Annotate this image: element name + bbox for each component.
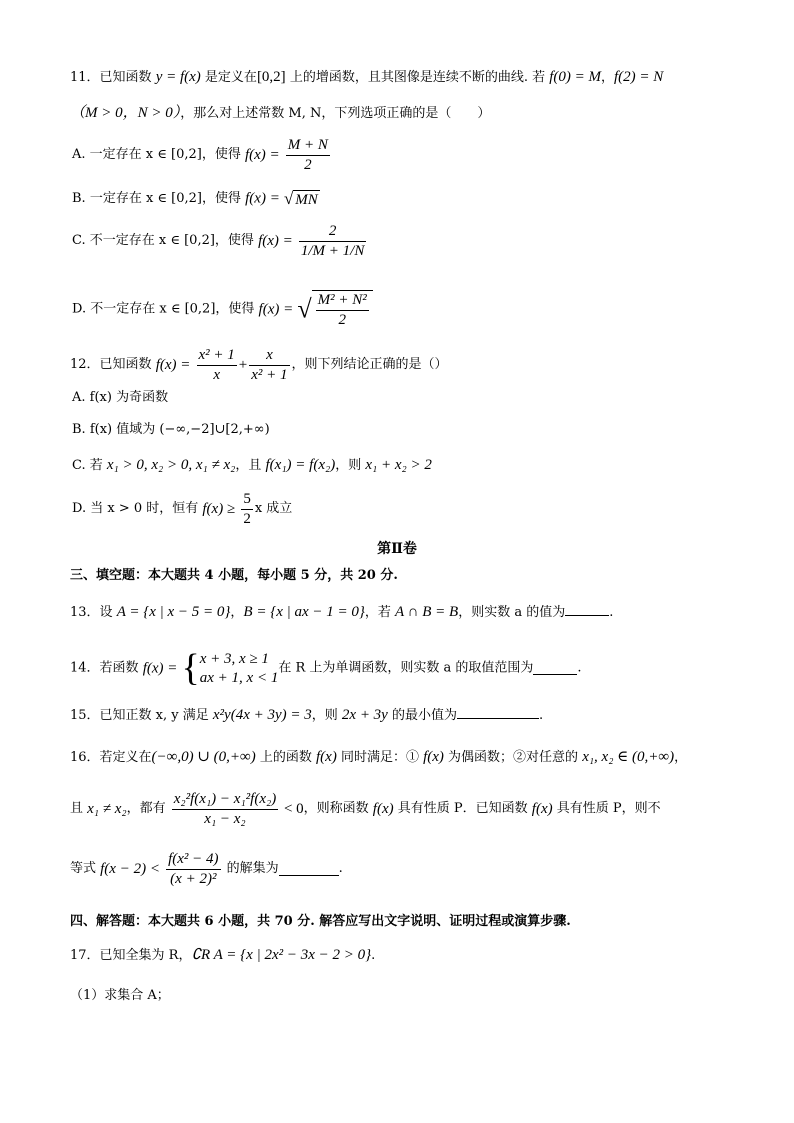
- q13: [70, 603, 613, 622]
- q16-text: 上的函数: [255, 750, 316, 765]
- option-d-fraction: [316, 291, 369, 330]
- option-c-text: C. 不一定存在 x ∈ [0,2]，使得: [72, 233, 259, 249]
- q12-option-b: [72, 422, 270, 438]
- q13-period: .: [609, 605, 614, 620]
- q13-question: ，则实数 a 的值为: [458, 605, 566, 620]
- q16-fx-4: f(x): [531, 800, 553, 817]
- q14-case-1: x + 3, x ≥ 1: [199, 651, 269, 667]
- option-d-denominator: 2: [338, 311, 346, 328]
- q12-lhs: f(x) =: [155, 356, 191, 373]
- q12-denominator-1: x: [213, 366, 220, 383]
- q12-option-d-text: D. 当 x > 0 时，恒有: [72, 501, 203, 517]
- q15-question: 的最小值为: [387, 708, 457, 723]
- option-a-denominator: 2: [304, 156, 312, 173]
- q11-sep: ，: [601, 70, 615, 85]
- q11-option-d: [72, 290, 373, 330]
- q16-l3-intro: 等式: [70, 861, 101, 877]
- q12-option-b-text: B. f(x) 值域为 (−∞,−2]∪[2,+∞): [72, 422, 270, 437]
- q12-plus: +: [238, 356, 248, 373]
- q12-option-a-text: A. f(x) 为奇函数: [72, 390, 169, 405]
- option-b-lhs: f(x) =: [245, 190, 280, 207]
- q13-set-b: B = {x | ax − 1 = 0}: [243, 604, 365, 620]
- q12-option-c-text-2: ，且: [235, 458, 266, 473]
- q12-option-d-lhs: f(x) ≥: [202, 500, 236, 517]
- q12-option-c-text: C. 若: [72, 458, 107, 473]
- q13-answer-blank[interactable]: [565, 603, 609, 616]
- q16-fraction: [172, 790, 278, 829]
- q12-option-c-cond: x₁ > 0, x₂ > 0, x₁ ≠ x₂: [106, 457, 236, 473]
- q11-option-b: [72, 188, 320, 210]
- option-a-text: A. 一定存在 x ∈ [0,2]，使得: [72, 147, 245, 163]
- q16-l2-intro: 且: [70, 801, 88, 817]
- q17-expression: ∁R A = {x | 2x² − 3x − 2 > 0}: [191, 947, 372, 963]
- q14: [70, 645, 582, 693]
- q11-cond-1: f(0) = M: [549, 69, 601, 85]
- q16-fx: f(x): [316, 749, 337, 765]
- q14-answer-blank[interactable]: [533, 662, 577, 675]
- q16-vars: x₁, x₂ ∈ (0,+∞): [582, 749, 675, 765]
- q15-text: ，则: [311, 708, 342, 723]
- q14-case-2: ax + 1, x < 1: [199, 669, 279, 686]
- q11-line2: [70, 104, 490, 123]
- q11-interval: [0,2]: [256, 69, 286, 85]
- q12-numerator-2: x: [249, 346, 289, 366]
- q11-function: y = f(x): [155, 69, 201, 85]
- q16-intro: 16．若定义在: [70, 750, 152, 765]
- option-c-denominator: 1/M + 1/N: [300, 242, 365, 259]
- q17: [70, 946, 375, 965]
- q12-option-c: [72, 456, 432, 475]
- q12-fraction-1: [197, 346, 237, 385]
- q12-question: ，则下列结论正确的是（）: [291, 357, 448, 373]
- q16-sep: ，: [674, 750, 688, 765]
- section-4-heading: 四、解答题：本大题共 6 小题，共 70 分. 解答应写出文字说明、证明过程或演算步骤.: [70, 914, 571, 929]
- q15-period: .: [538, 708, 544, 723]
- q12-option-c-result: x₁ + x₂ > 2: [365, 457, 432, 473]
- q16-l2-text-2: ，则称函数: [303, 801, 373, 817]
- q16-period: .: [338, 861, 343, 877]
- q15-intro: 15．已知正数 x, y 满足: [70, 708, 213, 723]
- section-3-heading: 三、填空题：本大题共 4 小题，每小题 5 分，共 20 分.: [70, 568, 398, 583]
- option-a-lhs: f(x) =: [244, 146, 280, 163]
- q11-cond-3: （M > 0，N > 0）: [70, 105, 181, 121]
- q16-inequality-lhs: f(x − 2) <: [100, 860, 160, 877]
- q16-ineq-denominator: (x + 2)²: [170, 870, 217, 887]
- sqrt-icon: √ MN: [283, 189, 318, 208]
- q12-numerator-1: x² + 1: [197, 346, 237, 366]
- q17-intro: 17．已知全集为 R，: [70, 948, 192, 963]
- q16-neq: x₁ ≠ x₂: [87, 800, 127, 817]
- q11-option-a: [72, 136, 332, 175]
- q14-cases: [200, 650, 279, 688]
- q16-text-3: 为偶函数；②对任意的: [443, 750, 583, 765]
- q14-lhs: f(x) =: [142, 660, 178, 677]
- q16-l2-text: ，都有: [126, 801, 170, 817]
- q16-answer-blank[interactable]: [279, 863, 339, 876]
- sqrt-icon: √ $\frac{\text{M² + N²}}{2}$: [297, 290, 372, 330]
- q16-numerator: x₂²f(x₁) − x₁²f(x₂): [172, 790, 278, 810]
- q16-line1: [70, 748, 687, 767]
- option-d-text: D. 不一定存在 x ∈ [0,2]，使得: [72, 301, 259, 317]
- q12-option-c-text-3: ，则: [335, 458, 366, 473]
- q17-part-1: （1）求集合 A；: [70, 988, 170, 1003]
- left-brace-icon: {: [181, 647, 200, 689]
- q11-line1: [70, 68, 663, 87]
- q16-text-2: 同时满足：①: [336, 750, 424, 765]
- q12-intro: 12．已知函数: [70, 357, 156, 373]
- q12-option-c-eq: f(x₁) = f(x₂): [265, 457, 336, 473]
- q12-option-d-fraction: [241, 490, 253, 529]
- q12-option-d-numerator: 5: [241, 490, 253, 510]
- q13-condition: A ∩ B = B: [395, 604, 459, 620]
- option-a-numerator: M + N: [286, 136, 330, 156]
- q13-sep: ，: [230, 605, 244, 620]
- option-c-numerator: 2: [299, 222, 366, 242]
- q11-text: 是定义在: [200, 70, 257, 85]
- q16-l2-text-3: 具有性质 P．已知函数: [393, 801, 532, 817]
- option-d-lhs: f(x) =: [258, 301, 294, 318]
- q16-line3: [70, 850, 343, 889]
- q11-question: ，那么对上述常数 M, N，下列选项正确的是（ ）: [180, 106, 491, 121]
- q15-answer-blank[interactable]: [457, 706, 539, 719]
- q16-question: 的解集为: [222, 861, 279, 877]
- q16-denominator: x₁ − x₂: [204, 810, 246, 827]
- q13-intro: 13．设: [70, 605, 117, 620]
- q12-fraction-2: [249, 346, 289, 385]
- q13-set-a: A = {x | x − 5 = 0}: [116, 604, 231, 620]
- option-d-numerator: M² + N²: [316, 291, 369, 311]
- q15-condition: x²y(4x + 3y) = 3: [212, 707, 312, 723]
- q16-line2: [70, 790, 661, 829]
- q11-intro: 11．已知函数: [70, 70, 156, 85]
- q11-cond-2: f(2) = N: [614, 69, 664, 85]
- q16-l2-end: 具有性质 P，则不: [552, 801, 661, 817]
- q12-option-a: [72, 390, 168, 406]
- q15-expression: 2x + 3y: [341, 707, 388, 723]
- q14-intro: 14．若函数: [70, 660, 143, 676]
- option-b-radicand: MN: [295, 192, 318, 208]
- q12-option-d-denominator: 2: [243, 510, 251, 527]
- q16-fx-3: f(x): [372, 800, 394, 817]
- q12-stem: [70, 346, 448, 385]
- option-c-lhs: f(x) =: [258, 232, 293, 249]
- q11-text-2: 上的增函数，且其图像是连续不断的曲线. 若: [285, 70, 550, 85]
- q16-inequality-fraction: [166, 850, 220, 889]
- option-b-text: B. 一定存在 x ∈ [0,2]，使得: [72, 190, 246, 206]
- q13-text: ，若: [364, 605, 396, 620]
- q14-period: .: [577, 660, 582, 676]
- option-a-fraction: [286, 136, 330, 175]
- q17-period: .: [371, 948, 376, 963]
- option-c-fraction: [299, 222, 366, 261]
- q12-option-d-post: x 成立: [254, 501, 293, 517]
- q15: [70, 706, 543, 725]
- q11-option-c: [72, 222, 368, 261]
- q16-ineq-numerator: f(x² − 4): [166, 850, 220, 870]
- section-2-title: 第Ⅱ卷: [377, 541, 417, 557]
- q12-option-d: [72, 490, 292, 529]
- q16-fx-2: f(x): [423, 749, 444, 765]
- q12-denominator-2: x² + 1: [251, 366, 288, 383]
- q16-domain: (−∞,0) ∪ (0,+∞): [151, 749, 256, 765]
- q16-less-zero: < 0: [280, 800, 304, 817]
- q14-question: 在 R 上为单调函数，则实数 a 的取值范围为: [278, 660, 534, 676]
